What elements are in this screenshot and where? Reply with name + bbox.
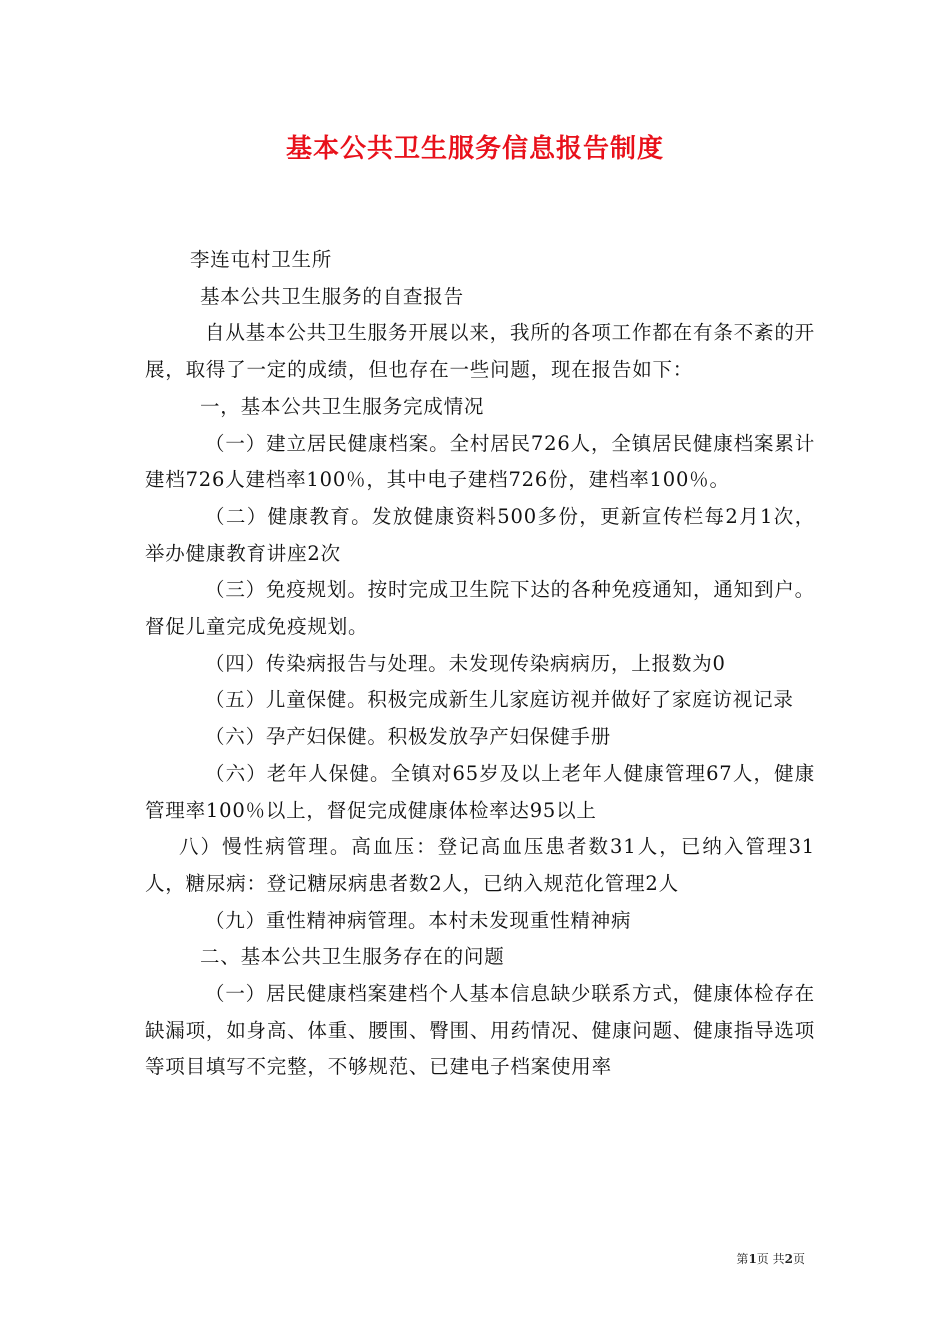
paragraph: （九）重性精神病管理。本村未发现重性精神病 xyxy=(205,908,632,932)
paragraph: 八）慢性病管理。高血压：登记高血压患者数31人，已纳入管理31人，糖尿病：登记糖尿病患者数2人，已纳入规范化管理2人 xyxy=(145,835,815,895)
paragraph: （三）免疫规划。按时完成卫生院下达的各种免疫通知，通知到户。督促儿童完成免疫规划。 xyxy=(145,578,815,639)
footer-prefix: 第 xyxy=(736,1252,749,1266)
paragraph: （六）老年人保健。全镇对65岁及以上老年人健康管理67人，健康管理率100％以上，督促完成健康体检率达95以上 xyxy=(145,761,815,822)
paragraph: （四）传染病报告与处理。未发现传染病病历，上报数为0 xyxy=(205,651,726,675)
document-body xyxy=(145,242,815,1086)
footer-middle: 页 共 xyxy=(756,1252,785,1266)
paragraph: 自从基本公共卫生服务开展以来，我所的各项工作都在有条不紊的开展，取得了一定的成绩，但也存在一些问题，现在报告如下： xyxy=(145,321,815,382)
paragraph: 一，基本公共卫生服务完成情况 xyxy=(200,394,485,418)
paragraph: （一）居民健康档案建档个人基本信息缺少联系方式，健康体检存在缺漏项，如身高、体重、腰围、臀围、用药情况、健康问题、健康指导选项等项目填写不完整，不够规范、已建电子档案使用率 xyxy=(145,982,815,1079)
footer-current-page: 1 xyxy=(748,1252,757,1266)
footer-total-pages: 2 xyxy=(784,1252,793,1266)
paragraph: （一）建立居民健康档案。全村居民726人，全镇居民健康档案累计建档726人建档率100％，其中电子建档726份，建档率100％。 xyxy=(145,431,815,492)
page-footer xyxy=(0,1250,805,1267)
paragraph: 李连屯村卫生所 xyxy=(190,248,333,271)
document-title: 基本公共卫生服务信息报告制度 xyxy=(285,134,664,164)
paragraph: 二、基本公共卫生服务存在的问题 xyxy=(200,945,505,969)
paragraph: （五）儿童保健。积极完成新生儿家庭访视并做好了家庭访视记录 xyxy=(205,688,794,712)
paragraph: （六）孕产妇保健。积极发放孕产妇保健手册 xyxy=(205,725,612,749)
footer-suffix: 页 xyxy=(792,1252,805,1266)
paragraph: （二）健康教育。发放健康资料500多份，更新宣传栏每2月1次，举办健康教育讲座2次 xyxy=(145,504,815,565)
paragraph: 基本公共卫生服务的自查报告 xyxy=(200,284,464,308)
